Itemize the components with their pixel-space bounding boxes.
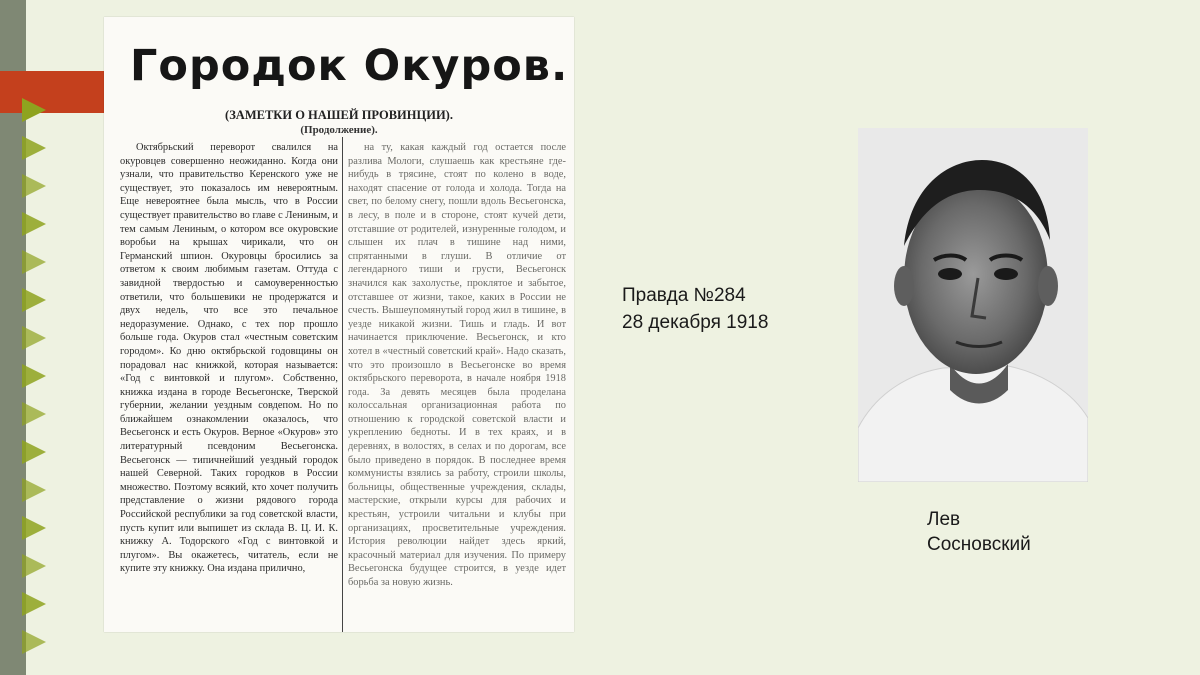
newspaper-clipping: [104, 17, 574, 632]
clipping-column-left: Октябрьский переворот свалился на окуровцев совершенно неожиданно. Когда они узнали, что правительство Керенского уже не существует, это показалось им невероятным. Еще невероятнее была мысль, что в России существует правительство во главе с Лениным, и тем самым Лениным, о котором все окуровские воробьи на крышах чирикали, что он Германский шпион. Окуровцы бросились за ответом к своим любимым газетам. Оттуда с завидной твердостью и самоуверенностью ответили, что большевики не продержатся и двух недель, что все это печальное недоразумение. Однако, с тех пор прошло больше года. Окуров стал «честным советским городом». Ко дню октябрьской годовщины он порадовал нас книжкой, которая называется: «Год с винтовкой и плугом». Собственно, книжка издана в городе Весьегонске, Тверской губернии, желании уездным совдепом. Но по ближайшем ознакомлении оказалось, что Весьегонск и есть Окуров. Верное «Окуров» это литературный псевдоним Весьегонска. Весьегонск — типичнейший уездный городок нашей Северной. Таких городков в России множество. Поэтому всякий, кто хочет получить представление о жизни рядового города Российской республики за год советской власти, пусть купит или выпишет из склада В. Ц. И. К. книжку А. Тодорского «Год с винтовкой и плугом». Вы окажетесь, читатель, если не купите эту книжку. Она издана прилично,: [120, 142, 338, 575]
source-caption: [622, 282, 768, 336]
caption-newspaper: Правда №284: [622, 285, 746, 306]
person-first-name: Лев: [927, 509, 961, 530]
clipping-column-right: на ту, какая каждый год остается после разлива Мологи, слушаешь как крестьяне где-нибудь в трясине, стоят по колено в воде, находят спасение от голода и холода. Тогда на свет, по белому снегу, пошли вдоль Весьегонска, в лесу, в поле и в стороне, стоят кучей дети, отставшие от родителей, изнуренные голодом, и слышен их плач в тишине над ними, спрятанными в глуши. В отличие от легендарного тиши и грусти, Весьегонск значился как захолустье, проклятое и забытое, отставшее от жизни, такое, каких в России не счесть. Вышеупомянутый город жил в тишине, в уезде никакой жизни. Тишь и гладь. И вот начинается приключение. Весьегонск, и кто хотел в «честный советский край». Надо сказать, что это произошло в Весьегонске во время октябрьского переворота, в начале ноября 1918 года. За девять месяцев была проделана колоссальная организационная работа по отношению к городской советской власти и укреплению бедноты. И в тех краях, и в деревнях, в волостях, в селах и по дорогам, все было приведено в порядок. В последнее время коммунисты взялись за работу, строили школы, больницы, общественные учреждения, склады, мастерские, открыли курсы для рабочих и крестьян, устроили читальни и клубы при организациях, просветительные учреждения. История революции найдет здесь яркий, красочный материал для изучения. По примеру Весьегонска будущее строится, в уезде идет борьба за новую жизнь.: [348, 142, 566, 588]
caption-date: 28 декабря 1918: [622, 312, 769, 333]
clipping-continued: (Продолжение).: [300, 124, 378, 136]
chevron-pattern-icon: [0, 90, 60, 675]
clipping-headline: Городок Окуров.: [130, 41, 569, 91]
portrait-photo-icon: [858, 128, 1088, 482]
clipping-subhead: (ЗАМЕТКИ О НАШЕЙ ПРОВИНЦИИ).: [225, 108, 453, 122]
person-last-name: Сосновский: [927, 534, 1031, 555]
portrait-photo: [858, 128, 1088, 482]
person-name: [927, 507, 1031, 557]
column-divider: [342, 137, 343, 632]
